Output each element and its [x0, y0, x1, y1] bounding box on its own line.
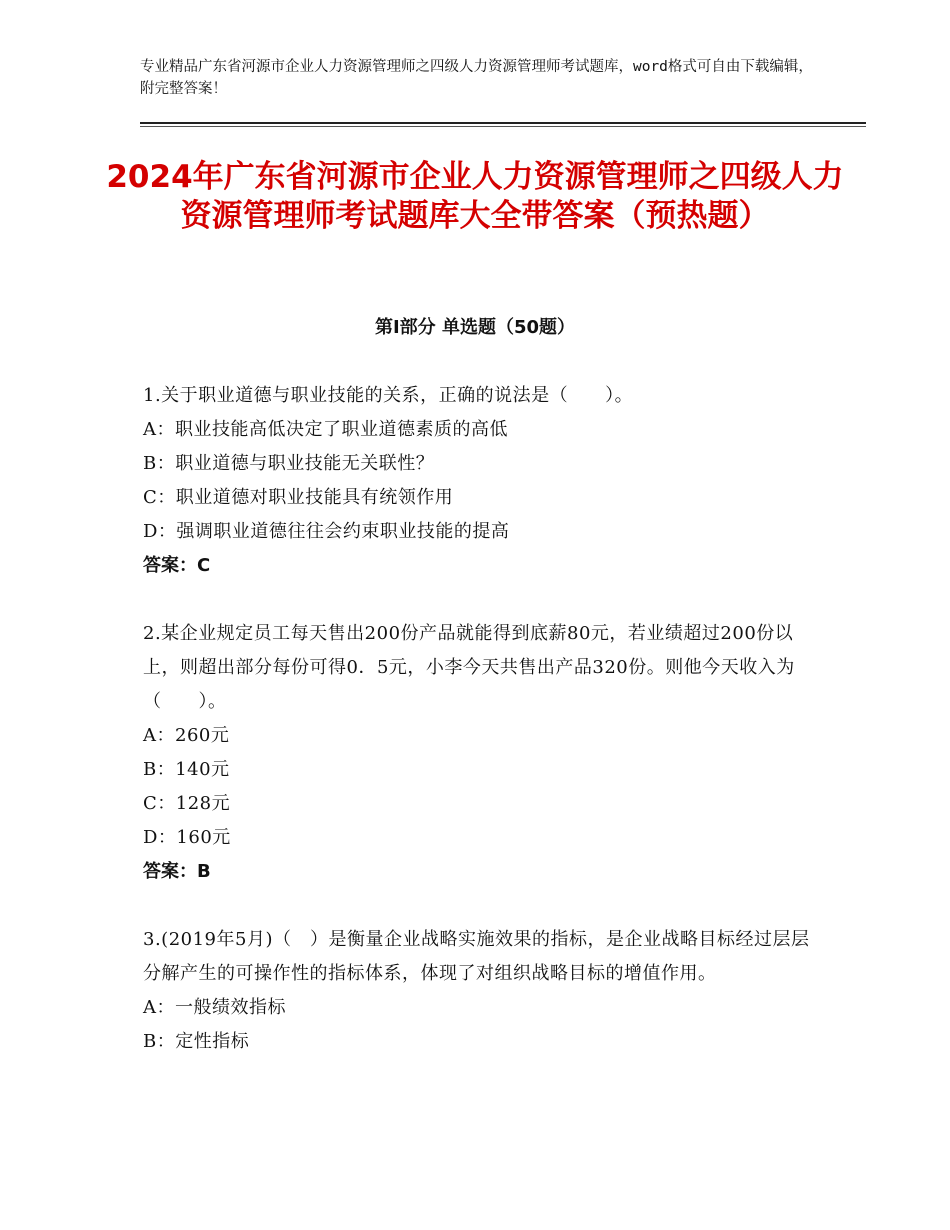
question-stem: 3.(2019年5月)（ ）是衡量企业战略实施效果的指标，是企业战略目标经过层层分解产生的可操作性的指标体系，体现了对组织战略目标的增值作用。 [143, 929, 810, 984]
answer: 答案：C [143, 555, 211, 576]
question-list [143, 379, 823, 1093]
option-c: C：128元 [143, 793, 231, 814]
question-stem: 1.关于职业道德与职业技能的关系，正确的说法是（ ）。 [143, 385, 634, 406]
option-b: B：职业道德与职业技能无关联性？ [143, 453, 435, 474]
option-d: D：强调职业道德往往会约束职业技能的提高 [143, 521, 510, 542]
option-a: A：职业技能高低决定了职业道德素质的高低 [143, 419, 508, 440]
section-title: 第Ⅰ部分 单选题（50题） [374, 317, 575, 338]
document-title: 2024年广东省河源市企业人力资源管理师之四级人力资源管理师考试题库大全带答案（预热题） [106, 159, 844, 234]
question-item [143, 379, 823, 583]
option-a: A：一般绩效指标 [143, 997, 286, 1018]
question-item [143, 617, 823, 889]
header-rule-thin [140, 126, 866, 127]
option-b: B：140元 [143, 759, 230, 780]
option-b: B：定性指标 [143, 1031, 250, 1052]
header-rule-thick [140, 122, 866, 124]
question-item [143, 923, 823, 1059]
option-c: C：职业道德对职业技能具有统领作用 [143, 487, 454, 508]
question-stem: 2.某企业规定员工每天售出200份产品就能得到底薪80元，若业绩超过200份以上，则超出部分每份可得0．5元，小李今天共售出产品320份。则他今天收入为（ ）。 [143, 623, 795, 712]
option-a: A：260元 [143, 725, 230, 746]
header-note: 专业精品广东省河源市企业人力资源管理师之四级人力资源管理师考试题库，word格式可自由下载编辑，附完整答案！ [140, 59, 813, 97]
answer: 答案：B [143, 861, 211, 882]
option-d: D：160元 [143, 827, 231, 848]
